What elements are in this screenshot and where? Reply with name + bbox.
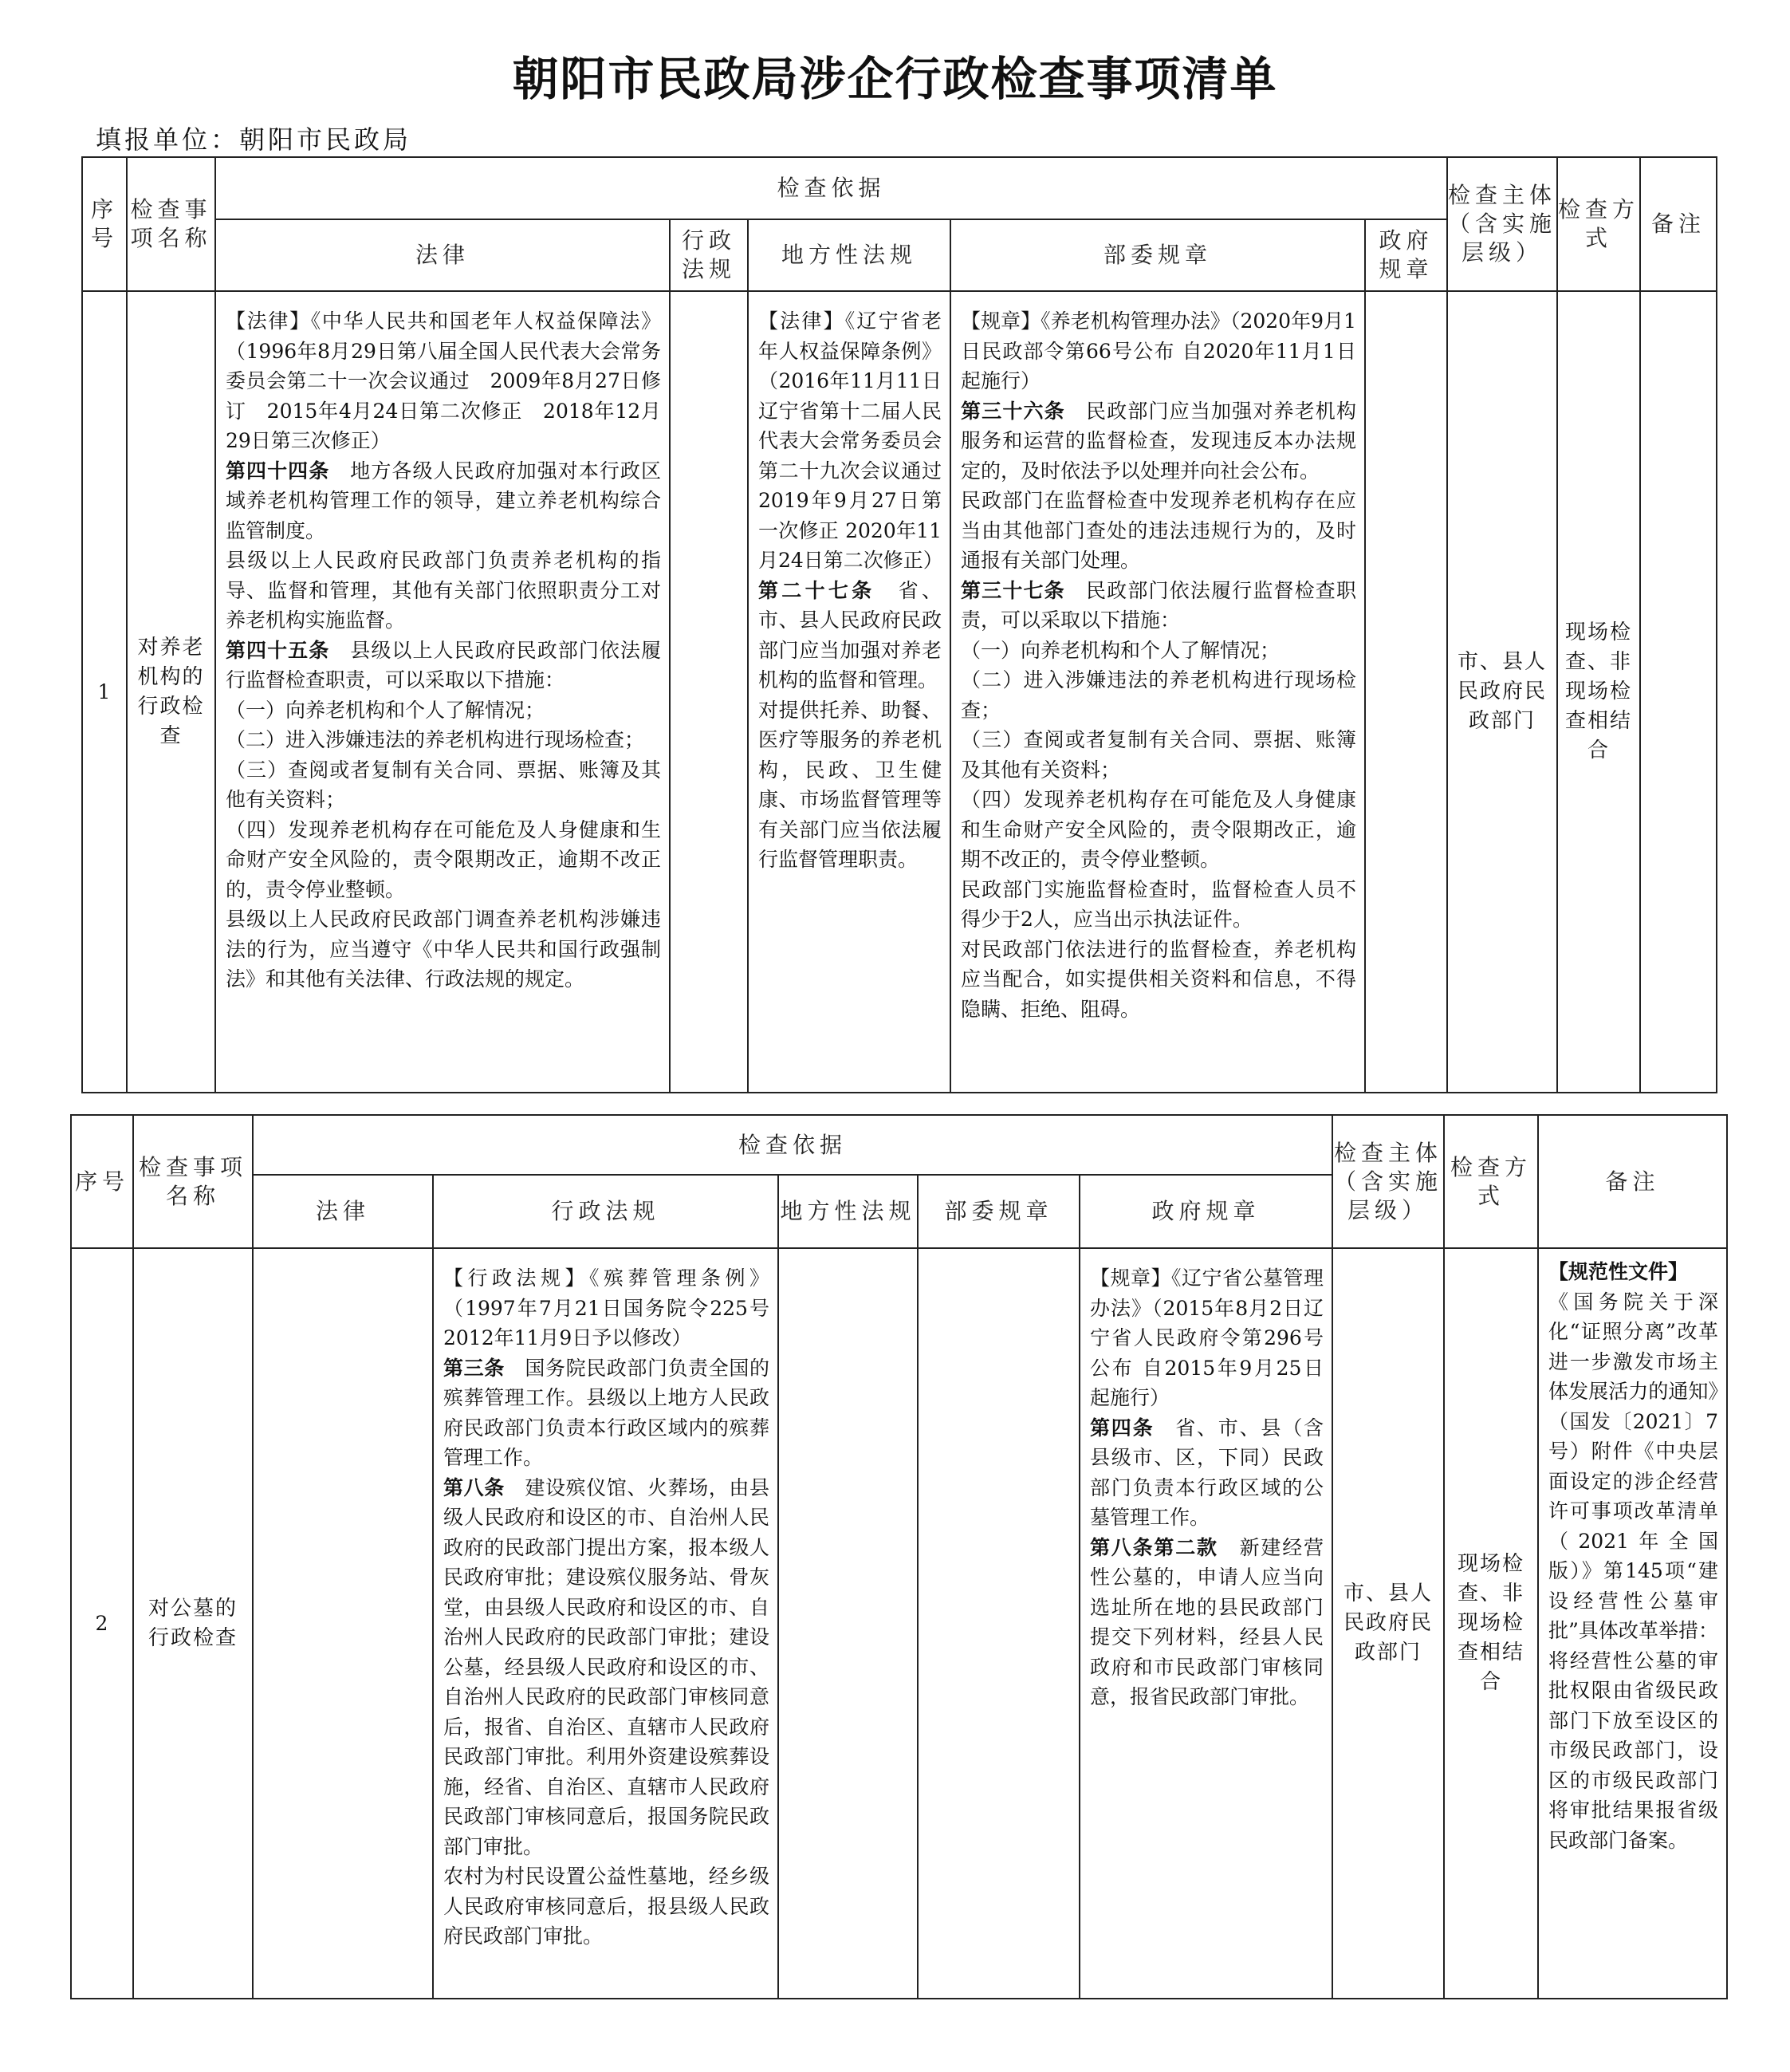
dept-rule-cell (918, 1248, 1080, 1999)
header-method: 检查方式 (1444, 1115, 1538, 1248)
row-remark (1640, 291, 1717, 1093)
dept-rule-item: （四）发现养老机构存在可能危及人身健康和生命财产安全风险的，责令限期改正，逾期不改正的，责令停业整顿。 (961, 788, 1356, 871)
dept-rule-item: （三）查阅或者复制有关合同、票据、账簿及其他有关资料； (961, 728, 1356, 782)
remark-text: 《国务院关于深化“证照分离”改革进一步激发市场主体发展活力的通知》（国发〔2021〕7号）附件《中央层面设定的涉企经营许可事项改革清单（2021年全国版）》第145项“建设经营性公墓审批”具体改革举措：将经营性公墓的审批权限由省级民政部门下放至设区的市级民政部门，设区的市级民政部门将审批结果报省级民政部门备案。 (1548, 1290, 1719, 1852)
header-gov-rule: 政府规章 (1080, 1175, 1332, 1248)
dept-rule-item: （二）进入涉嫌违法的养老机构进行现场检查； (961, 668, 1356, 722)
local-reg-paragraph: 对提供托养、助餐、医疗等服务的养老机构，民政、卫生健康、市场监督管理等有关部门应当依法履行监督管理职责。 (758, 698, 942, 871)
law-item: （一）向养老机构和个人了解情况； (226, 698, 545, 722)
row-item-name: 对养老机构的行政检查 (127, 291, 215, 1093)
gov-rule-cell (1365, 291, 1447, 1093)
admin-reg-intro: 【行政法规】《殡葬管理条例》（1997年7月21日国务院令225号2012年11月9日予以修改） (443, 1266, 769, 1349)
law-cell (215, 291, 670, 1093)
admin-reg-article: 第八条 建设殡仪馆、火葬场，由县级人民政府和设区的市、自治州人民政府的民政部门提出方案，报本级人民政府审批；建设殡仪服务站、骨灰堂，由县级人民政府和设区的市、自治州人民政府的民政部门审批；建设公墓，经县级人民政府和设区的市、自治州人民政府的民政部门审核同意后，报省、自治区、直辖市人民政府民政部门审批。利用外资建设殡葬设施，经省、自治区、直辖市人民政府民政部门审核同意后，报国务院民政部门审批。 (443, 1475, 769, 1858)
law-item: （二）进入涉嫌违法的养老机构进行现场检查； (226, 728, 645, 751)
inspection-table-2 (70, 1114, 1728, 1999)
gov-rule-article: 第四条 省、市、县（含县级市、区，下同）民政部门负责本行政区域的公墓管理工作。 (1090, 1416, 1324, 1529)
header-seq: 序号 (82, 157, 127, 291)
header-law: 法律 (253, 1175, 433, 1248)
dept-rule-article: 第三十七条 民政部门依法履行监督检查职责，可以采取以下措施： (961, 578, 1356, 632)
local-reg-article: 第二十七条 省、市、县人民政府民政部门应当加强对养老机构的监督和管理。 (758, 578, 942, 691)
admin-reg-cell (433, 1248, 778, 1999)
gov-rule-article: 第八条第二款 新建经营性公墓的，申请人应当向选址所在地的县民政部门提交下列材料，经县人民政府和市民政部门审核同意，报省民政部门审批。 (1090, 1535, 1324, 1708)
dept-rule-cell (950, 291, 1365, 1093)
law-cell (253, 1248, 433, 1999)
row-subject: 市、县人民政府民政部门 (1447, 291, 1557, 1093)
header-dept-rule: 部委规章 (918, 1175, 1080, 1248)
law-intro: 【法律】《中华人民共和国老年人权益保障法》（1996年8月29日第八届全国人民代表大会常务委员会第二十一次会议通过 2009年8月27日修订 2015年4月24日第二次修正 2018年12月29日第三次修正） (226, 309, 661, 452)
header-remark: 备注 (1640, 157, 1717, 291)
header-item-name: 检查事项名称 (133, 1115, 253, 1248)
row-subject: 市、县人民政府民政部门 (1332, 1248, 1444, 1999)
law-article: 第四十五条 县级以上人民政府民政部门依法履行监督检查职责，可以采取以下措施： (226, 638, 661, 691)
remark-title: 【规范性文件】 (1548, 1260, 1689, 1283)
dept-rule-paragraph: 民政部门实施监督检查时，监督检查人员不得少于2人，应当出示执法证件。 (961, 877, 1356, 931)
header-basis: 检查依据 (253, 1115, 1332, 1175)
local-reg-intro: 【法律】《辽宁省老年人权益保障条例》（2016年11月11日辽宁省第十二届人民代表大会常务委员会第二十九次会议通过 2019年9月27日第一次修正 2020年11月24日第二次修正） (758, 309, 962, 572)
law-item: （四）发现养老机构存在可能危及人身健康和生命财产安全风险的，责令限期改正，逾期不改正的，责令停业整顿。 (226, 817, 661, 901)
row-seq: 2 (71, 1248, 133, 1999)
inspection-table-1 (81, 156, 1717, 1093)
row-item-name: 对公墓的行政检查 (133, 1248, 253, 1999)
admin-reg-cell (670, 291, 748, 1093)
dept-rule-paragraph: 民政部门在监督检查中发现养老机构存在应当由其他部门查处的违法违规行为的，及时通报有关部门处理。 (961, 489, 1356, 572)
dept-rule-intro: 【规章】《养老机构管理办法》（2020年9月1日民政部令第66号公布 自2020年11月1日起施行） (961, 309, 1356, 392)
law-item: （三）查阅或者复制有关合同、票据、账簿及其他有关资料； (226, 758, 661, 811)
dept-rule-item: （一）向养老机构和个人了解情况； (961, 638, 1281, 662)
header-remark: 备注 (1538, 1115, 1727, 1248)
law-paragraph: 县级以上人民政府民政部门调查养老机构涉嫌违法的行为，应当遵守《中华人民共和国行政强制法》和其他有关法律、行政法规的规定。 (226, 908, 661, 991)
row-seq: 1 (82, 291, 127, 1093)
header-seq: 序号 (71, 1115, 133, 1248)
header-subject: 检查主体（含实施层级） (1332, 1115, 1444, 1248)
gov-rule-intro: 【规章】《辽宁省公墓管理办法》（2015年8月2日辽宁省人民政府令第296号公布 自2015年9月25日起施行） (1090, 1266, 1324, 1409)
local-reg-cell (778, 1248, 918, 1999)
header-gov-rule: 政府规章 (1365, 219, 1447, 291)
admin-reg-paragraph: 农村为村民设置公益性墓地，经乡级人民政府审核同意后，报县级人民政府民政部门审批。 (443, 1865, 769, 1948)
row-method: 现场检查、非现场检查相结合 (1444, 1248, 1538, 1999)
fill-unit: 填报单位：朝阳市民政局 (96, 124, 412, 155)
header-basis: 检查依据 (215, 157, 1447, 219)
header-local-reg: 地方性法规 (748, 219, 950, 291)
law-article: 第四十四条 地方各级人民政府加强对本行政区域养老机构管理工作的领导，建立养老机构综合监管制度。 (226, 459, 661, 542)
header-local-reg: 地方性法规 (778, 1175, 918, 1248)
law-paragraph: 县级以上人民政府民政部门负责养老机构的指导、监督和管理，其他有关部门依照职责分工对养老机构实施监督。 (226, 549, 661, 632)
header-item-name: 检查事项名称 (127, 157, 215, 291)
header-dept-rule: 部委规章 (950, 219, 1365, 291)
header-law: 法律 (215, 219, 670, 291)
row-method: 现场检查、非现场检查相结合 (1557, 291, 1640, 1093)
dept-rule-article: 第三十六条 民政部门应当加强对养老机构服务和运营的监督检查，发现违反本办法规定的，及时依法予以处理并向社会公布。 (961, 399, 1356, 483)
local-reg-cell (748, 291, 962, 1093)
header-admin-reg: 行政法规 (433, 1175, 778, 1248)
header-subject: 检查主体（含实施层级） (1447, 157, 1557, 291)
dept-rule-paragraph: 对民政部门依法进行的监督检查，养老机构应当配合，如实提供相关资料和信息，不得隐瞒、拒绝、阻碍。 (961, 937, 1356, 1021)
header-method: 检查方式 (1557, 157, 1640, 291)
gov-rule-cell (1080, 1248, 1332, 1999)
admin-reg-article: 第三条 国务院民政部门负责全国的殡葬管理工作。县级以上地方人民政府民政部门负责本行政区域内的殡葬管理工作。 (443, 1356, 769, 1469)
row-remark (1538, 1248, 1727, 1999)
page-title: 朝阳市民政局涉企行政检查事项清单 (512, 52, 1278, 106)
header-admin-reg: 行政法规 (670, 219, 748, 291)
